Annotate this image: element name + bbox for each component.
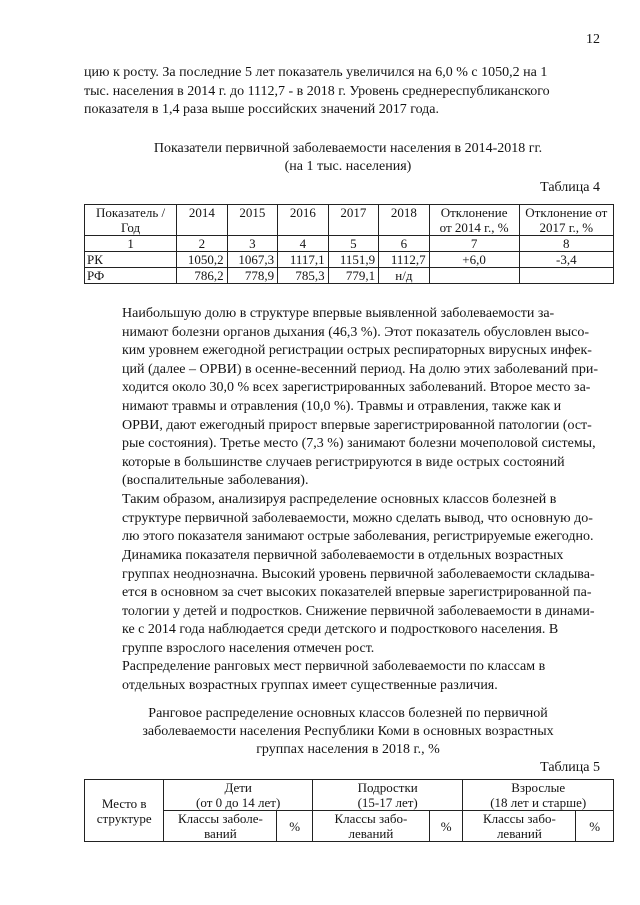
value-cell: 1151,9 [328, 252, 378, 268]
text-line: Распределение ранговых мест первичной заболеваемости по классам в [122, 659, 546, 674]
number-cell: 6 [379, 236, 429, 252]
value-cell: 785,3 [278, 268, 328, 284]
body-paragraph [84, 305, 612, 491]
header-text: Дети [224, 780, 252, 795]
table5-title-line: Ранговое распределение основных классов болезней по первичной [148, 706, 548, 721]
header-text: Классы забо- [334, 811, 408, 826]
text-line: (воспалительные заболевания). [122, 473, 309, 489]
class-header-cell [164, 811, 277, 842]
row-name-cell: РФ [85, 268, 177, 284]
header-text: (18 лет и старше) [490, 795, 587, 810]
header-text: Отклонение [440, 205, 508, 220]
table5-label: Таблица 5 [540, 760, 600, 775]
text-line: отдельных возрастных группах имеет существенные различия. [122, 677, 498, 693]
text-line: ОРВИ, дают ежегодный прирост впервые зарегистрированной патологии (ост- [122, 417, 592, 433]
header-text: Классы забо- [482, 811, 556, 826]
deviation-cell [519, 268, 613, 284]
text-line: ке с 2014 года наблюдается среди детского и подросткового населения. В [122, 622, 559, 638]
text-line: группах неоднозначна. Высокий уровень первичной заболеваемости складыва- [122, 566, 595, 582]
header-cell [85, 205, 177, 236]
header-cell: 2014 [177, 205, 227, 236]
percent-header-cell: % [277, 811, 313, 842]
table5-caption [84, 705, 612, 759]
header-text: Отклонение от [525, 205, 608, 220]
percent-header-cell: % [429, 811, 462, 842]
header-text: Место в [101, 795, 147, 811]
text-line: структуре первичной заболеваемости, можно сделать вывод, что основную до- [122, 510, 593, 526]
text-line: Динамика показателя первичной заболеваемости в отдельных возрастных [122, 548, 564, 563]
table-row [85, 268, 614, 284]
text-line: тыс. населения в 2014 г. до 1112,7 - в 2018 г. Уровень среднереспубликанского [84, 83, 550, 99]
text-line: которые в большинстве случаев регистрируются в виде острых состояний [122, 454, 565, 470]
value-cell: 786,2 [177, 268, 227, 284]
text-line: ходится около 30,0 % всех зарегистрированных заболеваний. Второе место за- [122, 380, 591, 396]
number-cell: 3 [227, 236, 277, 252]
header-cell [519, 205, 613, 236]
row-name-cell: РК [85, 252, 177, 268]
header-text: структуре [96, 810, 152, 826]
header-text: (от 0 до 14 лет) [196, 795, 281, 810]
table5-title-line: группах населения в 2018 г., % [256, 742, 440, 757]
header-text: Подростки [357, 780, 418, 795]
number-cell: 2 [177, 236, 227, 252]
number-cell: 7 [429, 236, 519, 252]
percent-header-cell: % [576, 811, 614, 842]
header-cell: 2016 [278, 205, 328, 236]
number-cell: 4 [278, 236, 328, 252]
text-line: рые состояния). Третье место (7,3 %) занимают болезни мочеполовой системы, [122, 436, 596, 452]
value-cell: 779,1 [328, 268, 378, 284]
page-number: 12 [586, 32, 600, 47]
table-number-row [85, 236, 614, 252]
text-line: ким уровнем ежегодной регистрации острых респираторных вирусных инфек- [122, 343, 592, 359]
text-line: нимают травмы и отравления (10,0 %). Травмы и отравления, также как и [122, 398, 562, 414]
text-line: тологии у детей и подростков. Снижение первичной заболеваемости в динами- [122, 603, 595, 619]
class-header-cell [312, 811, 429, 842]
table5-title-line: заболеваемости населения Республики Коми в основных возрастных [142, 724, 554, 739]
group-header-teens [312, 780, 463, 811]
table4-title-line: Показатели первичной заболеваемости населения в 2014-2018 гг. [153, 141, 543, 156]
number-cell: 8 [519, 236, 613, 252]
table-subheader-row [85, 811, 614, 842]
text-line: Таким образом, анализируя распределение основных классов болезней в [122, 492, 557, 507]
table4-title-line: (на 1 тыс. населения) [284, 159, 412, 174]
header-cell [429, 205, 519, 236]
header-text: Год [121, 220, 141, 235]
header-cell: 2015 [227, 205, 277, 236]
intro-paragraph [84, 64, 612, 120]
text-line: ется в основном за счет высоких показателей впервые зарегистрированной па- [122, 585, 592, 601]
table-5 [84, 779, 614, 842]
header-text: леваний [348, 826, 394, 841]
table-row [85, 252, 614, 268]
class-header-cell [463, 811, 576, 842]
text-line: нимают болезни органов дыхания (46,3 %). Этот показатель обусловлен высо- [122, 324, 589, 340]
body-paragraph [84, 547, 612, 659]
value-cell: н/д [379, 268, 429, 284]
text-line: лю этого показателя занимают острые заболевания, регистрируемые ежегодно. [122, 529, 594, 545]
number-cell: 1 [85, 236, 177, 252]
header-text: ваний [204, 826, 237, 841]
text-line: показателя в 1,4 раза выше российских значений 2017 года. [84, 102, 440, 118]
deviation-cell [429, 268, 519, 284]
table4-caption [84, 140, 612, 176]
table-header-row [85, 780, 614, 811]
text-line: группе взрослого населения отмечен рост. [122, 640, 375, 656]
header-cell: 2017 [328, 205, 378, 236]
text-line: ций (далее – ОРВИ) в осенне-весенний период. На долю этих заболеваний при- [122, 361, 598, 377]
text-line: цию к росту. За последние 5 лет показатель увеличился на 6,0 % с 1050,2 на 1 [84, 65, 548, 80]
header-text: от 2014 г., % [439, 220, 509, 235]
value-cell: 1117,1 [278, 252, 328, 268]
table-4 [84, 204, 614, 284]
body-paragraph [84, 491, 612, 547]
value-cell: 1112,7 [379, 252, 429, 268]
body-paragraph [84, 658, 612, 695]
table4-label: Таблица 4 [540, 180, 600, 195]
deviation-cell: -3,4 [519, 252, 613, 268]
number-cell: 5 [328, 236, 378, 252]
header-text: леваний [496, 826, 542, 841]
header-cell: 2018 [379, 205, 429, 236]
table-header-row [85, 205, 614, 236]
group-header-adults [463, 780, 614, 811]
place-header-cell [85, 780, 164, 842]
header-text: Взрослые [511, 780, 566, 795]
deviation-cell: +6,0 [429, 252, 519, 268]
group-header-children [164, 780, 312, 811]
header-text: Классы заболе- [177, 811, 263, 826]
header-text: (15-17 лет) [357, 795, 418, 810]
value-cell: 1067,3 [227, 252, 277, 268]
value-cell: 1050,2 [177, 252, 227, 268]
header-text: Показатель / [96, 205, 166, 220]
header-text: 2017 г., % [539, 220, 594, 235]
value-cell: 778,9 [227, 268, 277, 284]
text-line: Наибольшую долю в структуре впервые выявленной заболеваемости за- [122, 306, 555, 321]
